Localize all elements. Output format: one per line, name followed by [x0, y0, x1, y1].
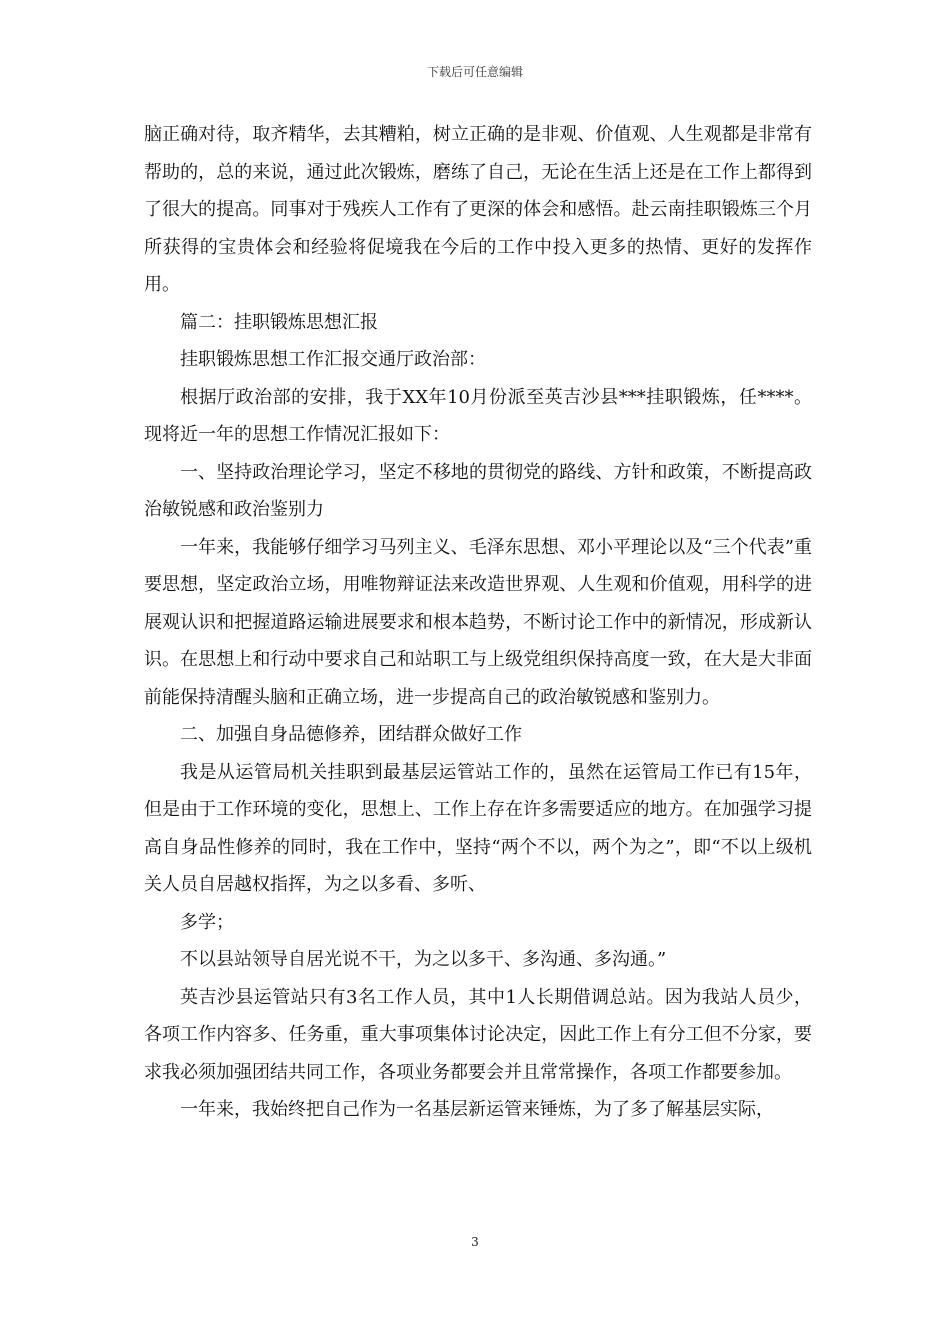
- paragraph: 挂职锻炼思想工作汇报交通厅政治部：: [180, 349, 486, 370]
- page-header: 下载后可任意编辑: [426, 65, 523, 79]
- paragraph: 英吉沙县运管站只有3名工作人员，其中1人长期借调总站。因为我站人员少，各项工作内容多、任务重，重大事项集体讨论决定，因此工作上有分工但不分家，要求我必须加强团结共同工作，各项业务都要会并且常常操作，各项工作都要参加。: [144, 986, 812, 1083]
- page-number: 3: [471, 1235, 479, 1249]
- paragraph: 一年来，我能够仔细学习马列主义、毛泽东思想、邓小平理论以及“三个代表”重要思想，坚定政治立场，用唯物辩证法来改造世界观、人生观和价值观，用科学的进展观认识和把握道路运输进展要求和根本趋势，不断讨论工作中的新情况，形成新认识。在思想上和行动中要求自己和站职工与上级党组织保持高度一致，在大是大非面前能保持清醒头脑和正确立场，进一步提高自己的政治敏锐感和鉴别力。: [144, 536, 812, 708]
- paragraph: 多学；: [180, 911, 234, 933]
- paragraph: 根据厅政治部的安排，我于XX年10月份派至英吉沙县***挂职锻炼，任****。现将近一年的思想工作情况汇报如下：: [144, 386, 812, 445]
- section-heading: 二、加强自身品德修养，团结群众做好工作: [180, 724, 522, 745]
- paragraph: 一年来，我始终把自己作为一名基层新运管来锤炼，为了多了解基层实际，: [180, 1099, 774, 1120]
- paragraph: 不以县站领导自居光说不干，为之以多干、多沟通、多沟通。”: [180, 949, 667, 970]
- document-body: [144, 116, 812, 1129]
- section-heading: 一、坚持政治理论学习，坚定不移地的贯彻党的路线、方针和政策，不断提高政治敏锐感和政治鉴别力: [144, 461, 812, 520]
- paragraph: 我是从运管局机关挂职到最基层运管站工作的，虽然在运管局工作已有15年，但是由于工作环境的变化，思想上、工作上存在许多需要适应的地方。在加强学习提高自身品性修养的同时，我在工作中，坚持“两个不以，两个为之”，即“不以上级机关人员自居越权指挥，为之以多看、多听、: [144, 761, 812, 895]
- paragraph: 脑正确对待，取齐精华，去其糟粕，树立正确的是非观、价值观、人生观都是非常有帮助的，总的来说，通过此次锻炼，磨练了自己，无论在生活上还是在工作上都得到了很大的提高。同事对于残疾人工作有了更深的体会和感悟。赴云南挂职锻炼三个月所获得的宝贵体会和经验将促境我在今后的工作中投入更多的热情、更好的发挥作用。: [144, 124, 812, 295]
- section-heading: 篇二：挂职锻炼思想汇报: [180, 311, 378, 333]
